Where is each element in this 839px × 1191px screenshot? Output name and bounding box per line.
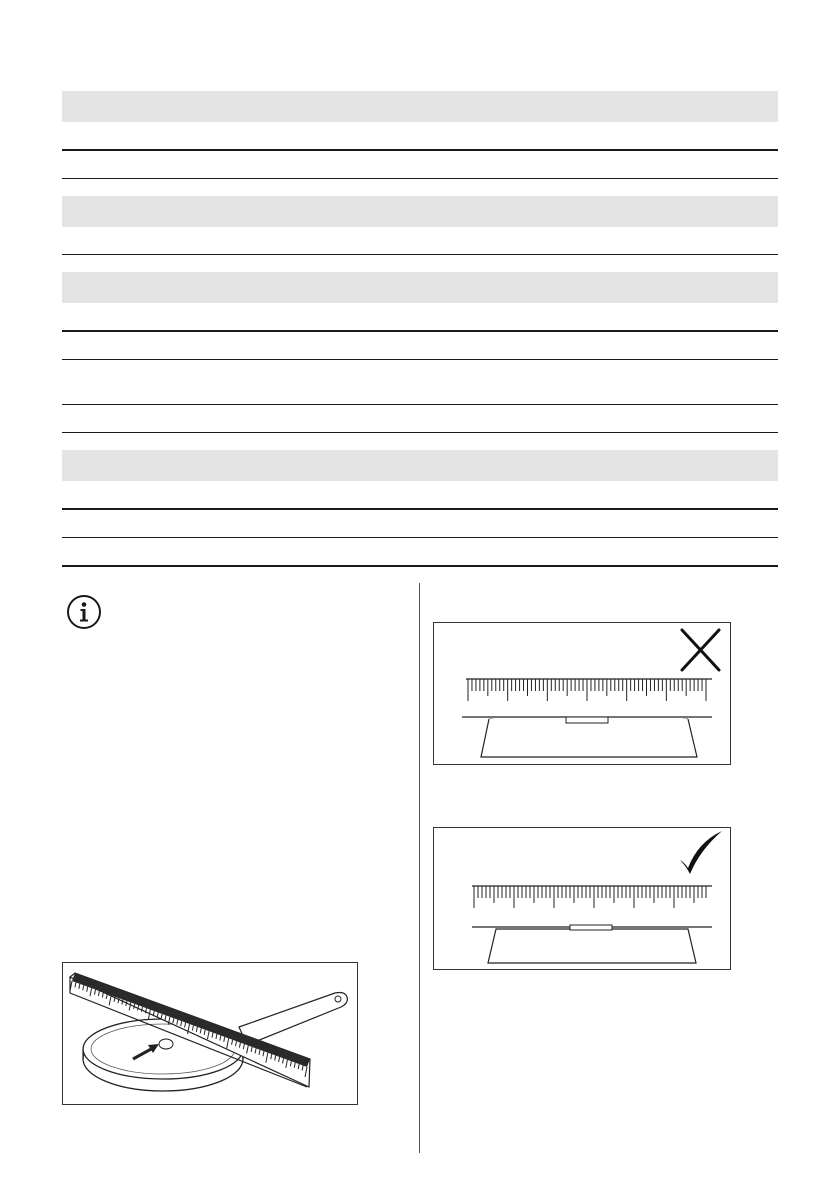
- table-4-header: [62, 450, 778, 481]
- table-1-row-rule: [62, 178, 778, 179]
- right-figure: [433, 827, 731, 970]
- table-3-row-rule-3: [62, 432, 778, 433]
- pan-ruler-illustration: [63, 963, 357, 1104]
- table-3-row-rule-1: [62, 359, 778, 360]
- info-icon: [66, 594, 102, 630]
- table-2-header: [62, 196, 778, 227]
- pan-ruler-figure: [62, 962, 358, 1105]
- cross-mark-icon: [682, 630, 719, 670]
- check-mark-icon: [680, 831, 722, 874]
- table-3-header-rule: [62, 330, 778, 332]
- wrong-illustration: [434, 623, 730, 764]
- column-divider: [419, 583, 420, 1153]
- table-3-row-rule-2: [62, 404, 778, 405]
- table-3-header: [62, 272, 778, 303]
- right-illustration: [434, 828, 730, 969]
- wrong-figure: [433, 622, 731, 765]
- table-4-bottom-rule: [62, 565, 778, 567]
- table-1-header-rule: [62, 149, 778, 151]
- table-4-header-rule: [62, 508, 778, 510]
- table-4-row-rule: [62, 537, 778, 538]
- table-2-row-rule: [62, 254, 778, 255]
- table-1-header: [62, 91, 778, 122]
